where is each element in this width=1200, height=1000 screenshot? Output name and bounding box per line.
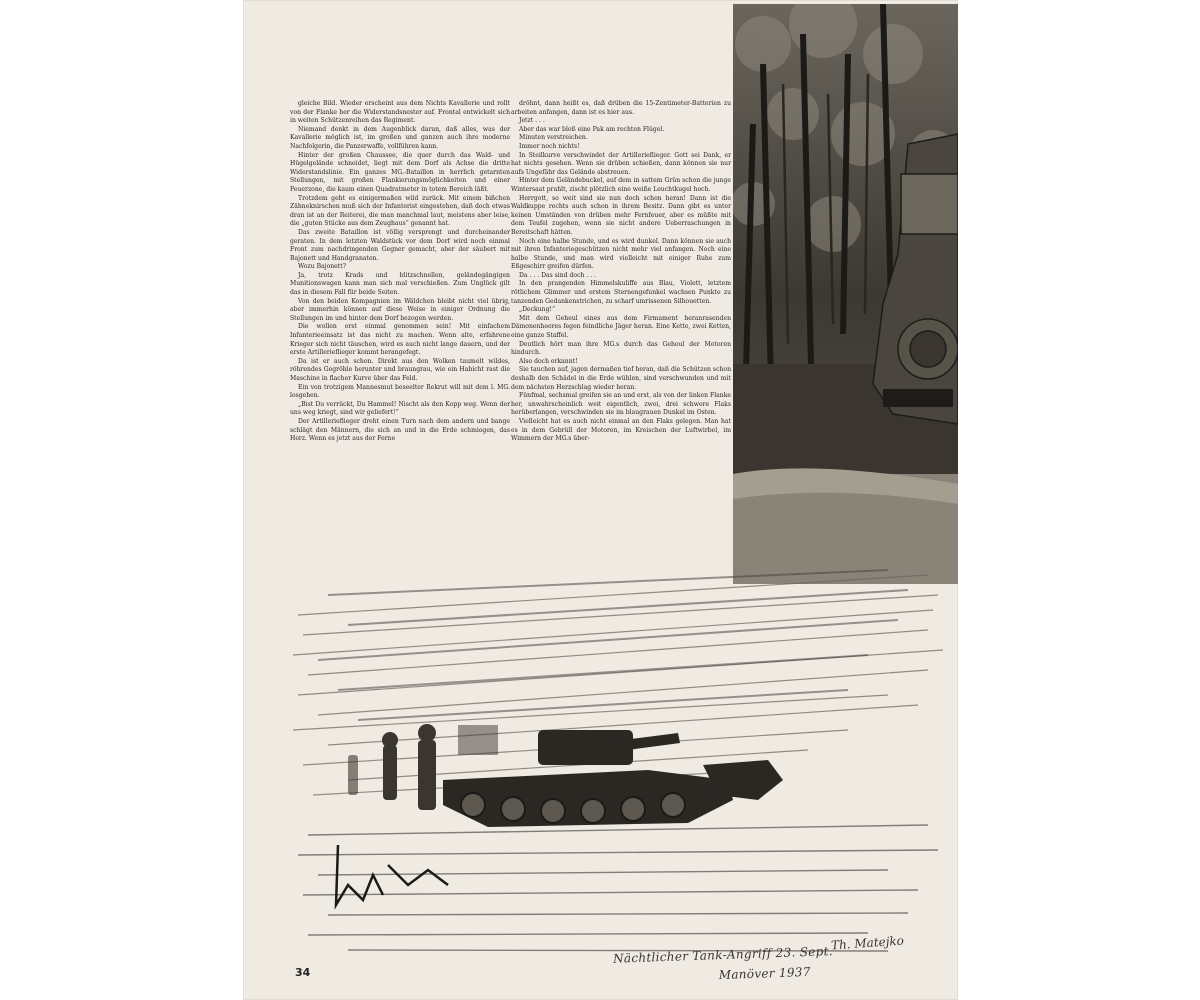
- paragraph: Wozu Bajonett?: [298, 263, 346, 271]
- caption-title: Nächtlicher Tank-Angriff 23. Sept.: [612, 944, 834, 966]
- paragraph: Ja, trotz Krads und blitzschnellen, geländegängigen Munitionswagen kann man sich mal verschießen. Zum Unglück gilt das in diesem Fall für beide Seiten.: [290, 271, 510, 297]
- forest-tank-photo: [733, 4, 958, 584]
- paragraph: Da . . . Das sind doch . . .: [519, 271, 597, 279]
- paragraph: Also doch erkannt!: [519, 357, 578, 365]
- paragraph: Hinter der großen Chaussee, die quer durch das Wald- und Hügelgelände schneidet, liegt mit dem Dorf als Achse die dritte Widerstandslinie. Ein ganzes MG.-Bataillon in herrlich getarnten Stellungen, mit großen Flankierungsmöglichkeiten und einer Feuerzone, die kaum einen Quadratmeter in totem Bereich läßt.: [290, 151, 510, 193]
- paragraph: „Deckung!“: [519, 306, 556, 314]
- paragraph: Jetzt . . .: [519, 117, 545, 125]
- paragraph: Trotzdem geht es einigermaßen wild zurück. Mit einem bißchen Zähneknirschen muß sich der Infanterist eingestehen, daß doch etwas dran ist an der Reiterei, die man manchmal laut, meistens aber leise, die „guten Stücke aus dem Zeughaus“ genannt hat.: [290, 194, 510, 228]
- paragraph: Aber das war bloß eine Pak am rechten Flügel.: [519, 125, 665, 133]
- paragraph: Da ist er auch schon. Direkt aus den Wolken taumelt wildes, röhrendes Gegröhle herunter und braungrau, wie ein Habicht rast die Maschine in flacher Kurve über das Feld.: [290, 357, 510, 382]
- photo-illustration: [733, 4, 958, 584]
- paragraph: In Steilkurve verschwindet der Artillerieflieger. Gott sei Dank, er hat nichts gesehen. Wenn sie drüben schießen, dann können sie nur aufs Ungefähr das Gelände abstreuen.: [511, 151, 731, 176]
- paragraph: Sie tauchen auf, jagen dermaßen tief heran, daß die Schützen schon deshalb den Schädel in die Erde wühlen, sind verschwunden und mit dem nächsten Herzschlag wieder heran.: [511, 366, 731, 391]
- paragraph: Der Artillerieflieger dreht einen Turn nach dem andern und bange schlägt den Männern, die sich an und in die Erde schmiegen, das Herz. Wenn es jetzt aus der Ferne: [290, 417, 510, 443]
- text-column-left: [290, 100, 510, 444]
- tank-sketch-drawing: [288, 555, 948, 965]
- artist-signature: Th. Matejko: [830, 933, 905, 953]
- paragraph: Vielleicht hat es auch nicht einmal an den Flaks gelegen. Man hat es in dem Gebrüll der Motoren, im Kreischen der Luftwirbel, im Wimmern der MG.s über-: [511, 417, 731, 443]
- paragraph: Niemand denkt in dem Augenblick daran, daß alles, was der Kavallerie möglich ist, im großen und ganzen auch ihre moderne Nachfolgerin, die Panzerwaffe, vollführen kann.: [290, 125, 510, 150]
- paragraph: dröhnt, dann heißt es, daß drüben die 15-Zentimeter-Batterien zu arbeiten anfangen, dann ist es hier aus.: [511, 100, 731, 116]
- paragraph: „Bist Du verrückt, Du Hammel! Nischt als den Kopp weg. Wenn der uns weg kriegt, sind wir geliefert!“: [290, 400, 510, 417]
- paragraph: Deutlich hört man ihre MG.s durch das Geheul der Motoren hindurch.: [511, 340, 731, 357]
- paragraph: Immer noch nichts!: [519, 142, 580, 150]
- page-number: 34: [295, 966, 311, 979]
- paragraph: Fünfmal, sechsmal greifen sie an und erst, als von der linken Flanke her, unwahrscheinlich weit eigentlich, zwei, drei schwere Flaks herüberlangen, verschwinden sie im blaugrauen Dunkel im Osten.: [511, 392, 731, 417]
- caption-date: Manöver 1937: [718, 964, 811, 983]
- paragraph: Das zweite Bataillon ist völlig versprengt und durcheinander geraten. In dem letzten Waldstück vor dem Dorf wird noch einmal Front zum nachdringenden Gegner gemacht, aber der säubert mit Bajonett und Handgranaten.: [290, 228, 510, 262]
- paragraph: Noch eine halbe Stunde, und es wird dunkel. Dann können sie auch mit ihren Infanteriegeschützen nicht mehr viel anfangen. Noch eine halbe Stunde, und man wird vielleicht mit einiger Ruhe zum Eßgeschirr greifen dürfen.: [511, 237, 731, 271]
- text-column-right: [511, 100, 731, 444]
- charcoal-sketch: [288, 555, 948, 965]
- paragraph: Minuten verstreichen.: [519, 134, 588, 142]
- paragraph: Mit dem Geheul eines aus dem Firmament heranrasenden Dämonenheeres fegen feindliche Jäger heran. Eine Kette, zwei Ketten, eine ganze Staffel.: [511, 314, 731, 340]
- magazine-page: [243, 0, 958, 1000]
- paragraph: Von den beiden Kompagnien im Wäldchen bleibt nicht viel übrig, aber immerhin können auf diese Weise in einiger Ordnung die Stellungen im und hinter dem Dorf bezogen werden.: [290, 297, 510, 322]
- paragraph: Herrgott, so weit sind sie nun doch schon heran! Dann ist die Waldkuppe rechts auch schon in ihrem Besitz. Dann gibt es unter keinen Umständen von drüben mehr Fernfeuer, aber es müßte mit dem Teufel zugehen, wenn sie nicht andere Ueberraschungen in Bereitschaft hätten.: [511, 194, 731, 236]
- paragraph: In den prangenden Himmelskuliffe aus Blau, Violett, letztem rötlichem Glimmer und erstem Sternengefunkel wachsen Punkte zu tanzenden Gedankenstrichen, zu scharf umrissenen Silhouetten.: [511, 280, 731, 305]
- paragraph: Hinter dem Geländebuckel, auf dem in sattem Grün schon die junge Wintersaat prahlt, zischt plötzlich eine weiße Leuchtkugel hoch.: [511, 177, 731, 193]
- paragraph: gleiche Bild. Wieder erscheint aus dem Nichts Kavallerie und rollt von der Flanke her die Widerstandsnester auf. Frontal entwickelt sich in weiten Schützenreihen das Regiment.: [290, 100, 510, 125]
- paragraph: Die wollen erst einmal genommen sein! Mit einfachem Infanterieeinsatz ist das nicht zu machen. Wenn alte, erfahrene Krieger sich nicht täuschen, wird es auch nicht lange dauern, und der erste Artillerieflieger kommt herangefegt.: [290, 323, 510, 357]
- paragraph: Ein von trotzigem Mannesmut beseelter Rekrut will mit dem l. MG. losgehen.: [290, 383, 510, 400]
